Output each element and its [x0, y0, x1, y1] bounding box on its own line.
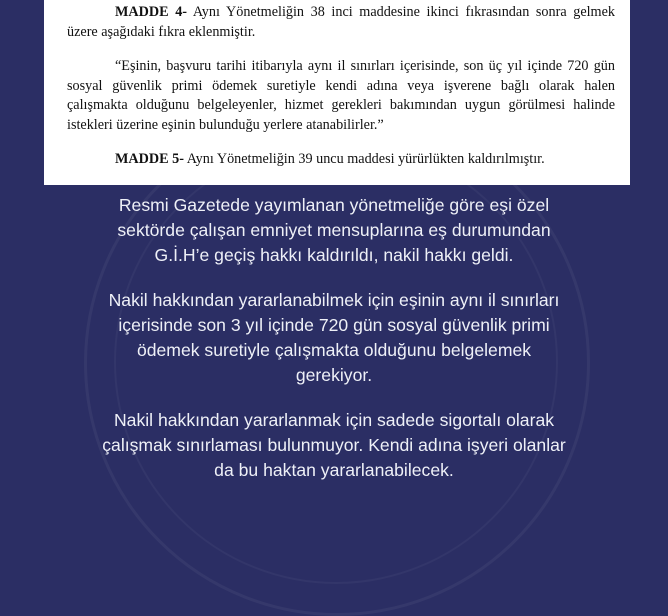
madde5-text: Aynı Yönetmeliğin 39 uncu maddesi yürürlükten kaldırılmıştır.	[186, 151, 545, 167]
paragraph-line: içerisinde son 3 yıl içinde 720 gün sosyal güvenlik primi	[118, 315, 550, 335]
paragraph-line: gerekiyor.	[295, 365, 373, 385]
paragraph-line: G.İ.H’e geçiş hakkı kaldırıldı, nakil hakkı geldi.	[154, 245, 514, 265]
regulation-document-excerpt	[44, 0, 630, 185]
paragraph-line: Nakil hakkından yararlanmak için sadede sigortalı olarak	[113, 410, 555, 430]
paragraph-1	[0, 193, 668, 268]
madde4-label: MADDE 4-	[115, 4, 188, 20]
madde4-line1	[115, 4, 615, 21]
paragraph-line: Resmi Gazetede yayımlanan yönetmeliğe göre eşi özel	[118, 195, 550, 215]
quote-line: istekleri üzerine eşinin bulunduğu yerlere atanabilirler.”	[67, 117, 384, 133]
paragraph-2	[0, 288, 668, 388]
madde4-line2: üzere aşağıdaki fıkra eklenmiştir.	[67, 24, 256, 40]
paragraph-line: Nakil hakkından yararlanabilmek için eşinin aynı il sınırları	[108, 290, 560, 310]
paragraph-line: sektörde çalışan emniyet mensuplarına eş durumundan	[117, 220, 551, 240]
madde4-text: Aynı Yönetmeliğin 38 inci maddesine ikinci fıkrasından sonra gelmek	[192, 4, 615, 20]
paragraph-line: da bu haktan yararlanabilecek.	[214, 460, 454, 480]
quote-line: çalışmakta olduğunu belgeleyenler, hizmet gerekleri bakımından uygun görülmesi halinde	[67, 97, 615, 113]
quote-line: sosyal güvenlik primi ödemek suretiyle kendi adına veya işverene bağlı olarak halen	[67, 78, 615, 94]
paragraph-3	[0, 408, 668, 483]
paragraph-line: ödemek suretiyle çalışmakta olduğunu belgelemek	[136, 340, 532, 360]
quote-line: “Eşinin, başvuru tarihi itibarıyla aynı il sınırları içerisinde, son üç yıl içinde 720 gün	[115, 58, 615, 74]
madde5-label: MADDE 5-	[115, 151, 184, 167]
madde5-line	[115, 151, 615, 168]
paragraph-line: çalışmak sınırlaması bulunmuyor. Kendi adına işyeri olanlar	[102, 435, 566, 455]
